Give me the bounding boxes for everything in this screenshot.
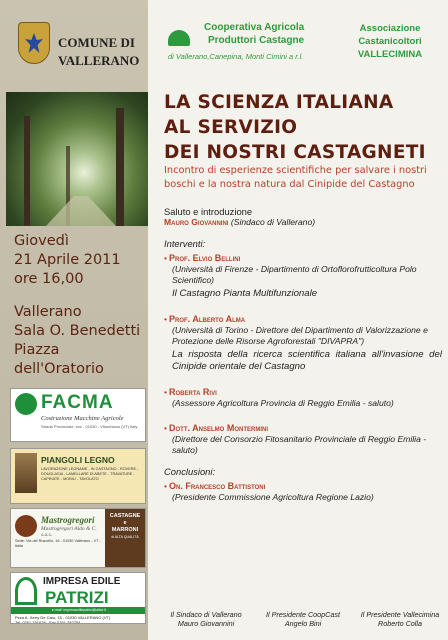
piangoli-details: LAVORAZIONE LEGNAME - IN CASTAGNO - ROVERE - DOUGLASIA - LAMELLARE DI ABETE - TRAVATURE - CAPRIATE - MOBILI - TAVOLATO (41, 467, 139, 481)
subtitle: Incontro di esperienze scientifiche per salvare i nostri boschi e la nostra natura dal Cinipide del Castagno (164, 165, 427, 190)
speaker-affiliation: (Università di Firenze - Dipartimento di Ortoflorofrutticoltura Polo Scientifico) (172, 264, 417, 285)
mayor-line (164, 217, 442, 228)
piangoli-logo-icon (15, 453, 37, 493)
coop-line3: di Vallerano,Canepina, Monti Cimini a r.l. (168, 52, 304, 61)
chestnut-bowl-icon (15, 515, 37, 537)
facma-sub: Costruzione Macchine Agricole (41, 415, 124, 422)
speaker-name: Prof. Elvio Bellini (169, 253, 241, 263)
title-line1: LA SCIENZA ITALIANA (164, 92, 394, 113)
patrizi-email: e-mail: impresaedilepatrizi@alice.it (11, 607, 146, 614)
mastro-side1: CASTAGNE (109, 513, 141, 519)
left-column (0, 0, 148, 640)
patrizi-logo-icon (15, 577, 37, 605)
speaker-affiliation: (Direttore del Consorzio Fitosanitario Provinciale di Reggio Emilia - saluto) (172, 434, 427, 455)
comune-line2: VALLERANO (58, 53, 140, 68)
assoc-line1: Associazione (359, 23, 421, 34)
speaker-topic: La risposta della ricerca scientifica italiana all'invasione del Cinipide orientale del Castagno (172, 349, 442, 372)
coop-line2: Produttori Castagne (208, 35, 305, 46)
signature-vallecimina (352, 610, 448, 628)
comune-name (58, 34, 139, 70)
signature-role: Il Presidente CoopCast (266, 610, 340, 619)
signature-name: Mauro Giovannini (177, 619, 235, 628)
comune-header (6, 14, 148, 74)
mastro-name: Mastrogregori (41, 515, 95, 525)
signature-role: Il Sindaco di Vallerano (170, 610, 242, 619)
speaker-name: On. Francesco Battistoni (169, 481, 266, 491)
speaker-name: Roberta Rivi (169, 387, 217, 397)
signature-name: Angelo Bini (284, 619, 322, 628)
speaker-item: • Dott. Anselmo Montermini (Direttore del Consorzio Fitosanitario Provinciale di Reggio Emilia - saluto) (164, 423, 442, 456)
speaker-item: • Prof. Alberto Alma (Università di Torino - Direttore del Dipartimento di Valorizzazione e Protezione delle Risorse Agroforestali "DIVAPRA") La risposta della ricerca scientifica italiana all'invasione del Cinipide orientale del Castagno (164, 314, 442, 372)
speaker-name: Dott. Anselmo Montermini (169, 423, 269, 433)
program (164, 206, 442, 503)
saluto-label: Saluto e introduzione (164, 206, 253, 217)
speaker-affiliation: (Assessore Agricoltura Provincia di Reggio Emilia - saluto) (172, 398, 394, 408)
piangoli-name: PIANGOLI LEGNO (41, 455, 115, 465)
facma-details: Strada Provinciale, snc - 01030 - Vitorchiano (VT) Italy (41, 424, 138, 429)
mastro-side3: MARRONI (111, 527, 139, 533)
speaker-affiliation: (Presidente Commissione Agricoltura Regione Lazio) (172, 492, 374, 502)
event-details (14, 232, 144, 379)
coop-chestnut-icon (168, 30, 190, 46)
mastro-details: Sede: Via del Ruscello, 16 - 01030 Vallerano - VT - Italia (15, 539, 101, 548)
sponsor-mastrogregori (10, 508, 146, 568)
mastro-side4: di ALTA QUALITÀ (111, 535, 139, 539)
signature-name: Roberto Colla (378, 619, 422, 628)
signature-mayor (158, 610, 254, 628)
mayor-name: Mauro Giovannini (164, 217, 229, 227)
conclusioni-label: Conclusioni: (164, 466, 216, 477)
interventi-label: Interventi: (164, 238, 206, 249)
event-town: Vallerano (14, 304, 82, 320)
assoc-line3: VALLECIMINA (357, 49, 423, 60)
comune-crest-icon (18, 22, 50, 64)
patrizi-line1: IMPRESA EDILE (43, 576, 121, 587)
sponsor-patrizi (10, 572, 146, 624)
patrizi-addr2: Tel. 0761.751628 - Fax 0761.282754 (15, 620, 81, 624)
event-day: Giovedì (14, 233, 69, 249)
conclusion-speaker: • On. Francesco Battistoni (Presidente Commissione Agricoltura Regione Lazio) (164, 481, 442, 503)
event-date: 21 Aprile 2011 (14, 252, 121, 268)
patrizi-line2: PATRIZI (45, 588, 109, 607)
signature-role: Il Presidente Vallecimina (360, 610, 440, 619)
facma-logo-icon (15, 393, 37, 415)
speaker-affiliation: (Università di Torino - Direttore del Dipartimento di Valorizzazione e Protezione delle Risorse Agroforestali "DIVAPRA") (172, 325, 428, 346)
comune-line1: COMUNE DI (58, 35, 135, 50)
facma-name: FACMA (41, 392, 114, 413)
patrizi-addr1: Pzza A. Xerry De Caro, 15 - 01030 VALLERANO (VT) (15, 615, 111, 620)
sponsor-piangoli (10, 448, 146, 504)
event-hall: Sala O. Benedetti (14, 323, 141, 339)
mastro-side2: e (123, 520, 127, 526)
sponsor-facma (10, 388, 146, 442)
patrizi-address (15, 615, 110, 624)
signatures (158, 610, 448, 628)
event-square: Piazza dell'Oratorio (14, 342, 104, 377)
speaker-item: • Prof. Elvio Bellini (Università di Firenze - Dipartimento di Ortoflorofrutticoltura Polo Scientifico) Il Castagno Pianta Multifunzionale (164, 253, 442, 300)
title-line3: DEI NOSTRI CASTAGNETI (164, 142, 426, 163)
assoc-line2: Castanicoltori (358, 36, 422, 47)
speaker-name: Prof. Alberto Alma (169, 314, 246, 324)
mayor-role: (Sindaco di Vallerano) (230, 217, 316, 227)
mastro-castagne-box (105, 509, 145, 568)
signature-coopcast (255, 610, 351, 628)
assoc-header (340, 22, 440, 61)
speaker-topic: Il Castagno Pianta Multifunzionale (172, 288, 318, 299)
event-time: ore 16,00 (14, 271, 84, 287)
mastro-tagline: Mastrogregori Aldo & C. s.a.s. (41, 526, 97, 538)
speaker-item: • Roberta Rivi (Assessore Agricoltura Provincia di Reggio Emilia - saluto) (164, 387, 442, 409)
page-title (164, 90, 448, 165)
coop-line1: Cooperativa Agricola (204, 22, 305, 33)
forest-photo (6, 92, 148, 226)
title-line2: AL SERVIZIO (164, 117, 298, 138)
